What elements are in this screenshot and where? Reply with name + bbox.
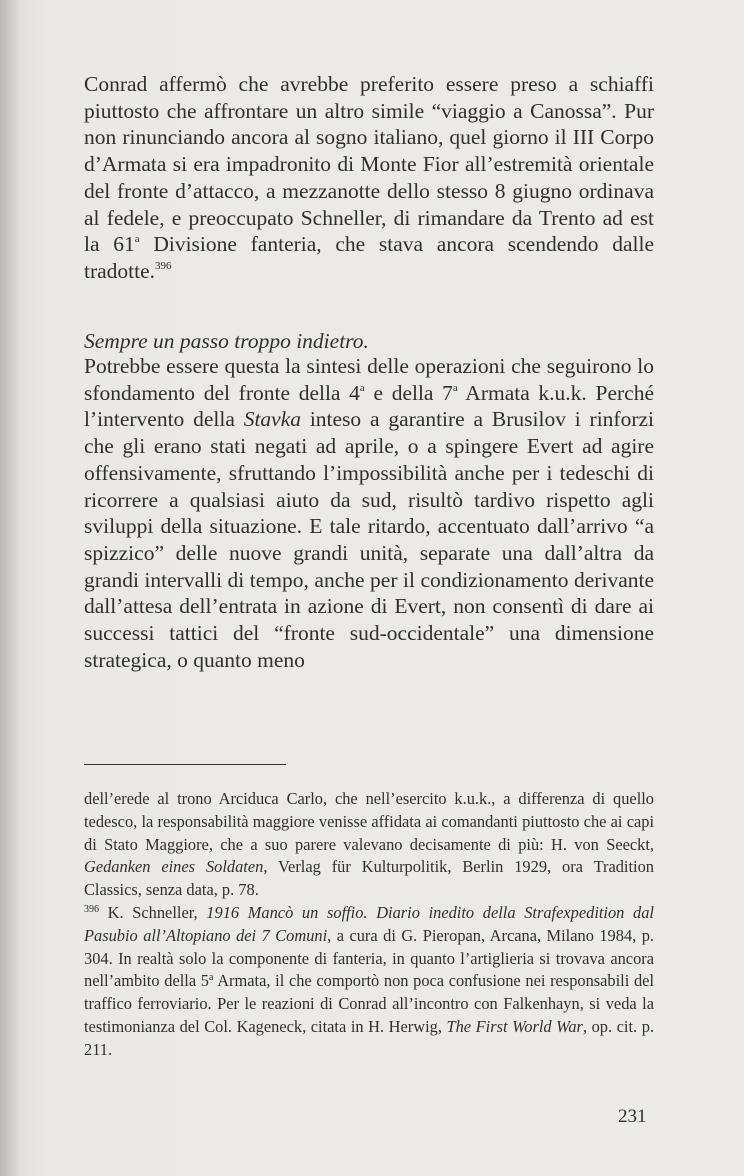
paragraph-1-text-end: Divisione fanteria, che stava ancora scendendo dalle tradotte. [84, 232, 654, 283]
footnote-396-book: The First World War [446, 1016, 583, 1036]
footnote-continued-part-2: , Verlag für Kulturpolitik, Berlin 1929, ora Tradition Classics, senza data, p. 78. [84, 857, 654, 900]
footnote-396-part-3: , op. cit. p. 211. [84, 1016, 654, 1059]
army-4-superscript: a [359, 381, 365, 394]
footnote-396-part-1: , a cura di G. Pieropan, Arcana, Milano 1984, p. 304. In realtà solo la componente di fanteria, in quanto l’artiglieria si trovava ancora nell’ambito della 5 [84, 925, 654, 991]
binding-shadow [0, 0, 22, 1176]
footnote-continued [84, 788, 654, 902]
paragraph-1 [84, 71, 654, 285]
paragraph-2-part-1: Potrebbe essere questa la sintesi delle operazioni che seguirono lo sfondamento del fronte della 4 [84, 354, 654, 405]
section-heading: Sempre un passo troppo indietro. [84, 329, 369, 353]
footnote-separator [84, 764, 286, 765]
footnote-continued-title: Gedanken eines Soldaten [84, 857, 264, 877]
paragraph-2 [84, 353, 654, 673]
footnote-396 [84, 902, 654, 1062]
footnote-396-author: K. Schneller, [99, 902, 207, 922]
footnote-army-superscript: a [208, 972, 214, 984]
footnote-reference-396: 396 [155, 259, 172, 272]
footnote-396-part-2: Armata, il che comportò non poca confusione nei responsabili del traffico ferroviario. Per le reazioni di Conrad all’incontro con Falkenhayn, si veda la testimonianza del Col. Kageneck, citata in H. Herwig, [84, 971, 654, 1036]
paragraph-2-part-4: inteso a garantire a Brusilov i rinforzi che gli erano stati negati ad aprile, o a spingere Evert ad agire offensivamente, sfruttando l’impossibilità anche per i tedeschi di ricorrere a qualsiasi aiuto da sud, risultò tardivo rispetto agli sviluppi della situazione. E tale ritardo, accentuato dall’arrivo “a spizzico” delle nuove grandi unità, separate una dall’altra da grandi intervalli di tempo, anche per il condizionamento derivante dall’attesa dell’entrata in azione di Evert, non consentì di dare ai successi tattici del “fronte sud-occidentale” una dimensione strategica, o quanto meno [84, 407, 654, 672]
paragraph-2-part-2: e della 7 [364, 380, 453, 405]
stavka-term: Stavka [243, 407, 302, 432]
division-superscript: a [134, 233, 140, 246]
page-number: 231 [618, 1106, 647, 1127]
paragraph-2-part-3: Armata k.u.k. Perché l’intervento della [84, 380, 654, 432]
footnote-continued-part-1: dell’erede al trono Arciduca Carlo, che nell’esercito k.u.k., a differenza di quello tedesco, la responsabilità maggiore venisse affidata ai comandanti piuttosto che ai capi di Stato Maggiore, che a suo parere valevano decisamente di più: H. von Seeckt, [84, 789, 654, 854]
footnotes [84, 788, 654, 1062]
army-7-superscript: a [452, 381, 458, 394]
paragraph-1-text: Conrad affermò che avrebbe preferito essere preso a schiaffi piuttosto che affrontare un altro simile “viaggio a Canossa”. Pur non rinunciando ancora al sogno italiano, quel giorno il III Corpo d’Armata si era impadronito di Monte Fior all’estremità orientale del fronte d’attacco, a mezzanotte dello stesso 8 giugno ordinava al fedele, e preoccupato Schneller, di rimandare da Trento ad est la 61 [84, 72, 654, 257]
footnote-396-title: 1916 Mancò un soffio. Diario inedito della Strafexpedition dal Pasubio all’Altopiano dei 7 Comuni [84, 902, 654, 945]
footnote-number: 396 [84, 903, 99, 915]
